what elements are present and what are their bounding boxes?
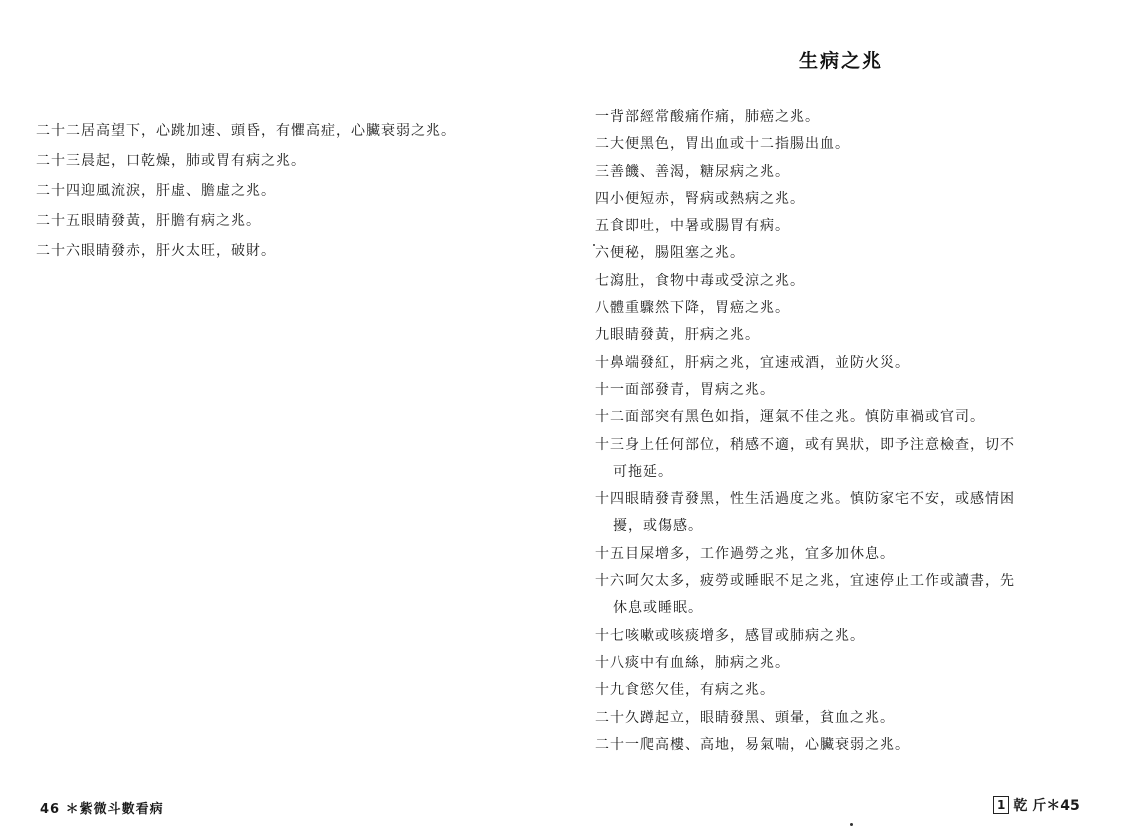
item-text: 九眼睛發黃，肝病之兆。 <box>595 327 760 344</box>
list-item <box>595 322 1103 349</box>
list-item <box>595 650 1103 677</box>
list-item <box>595 705 1103 732</box>
list-item <box>595 732 1103 759</box>
page-title: 生病之兆 <box>799 50 884 72</box>
left-page-footer: 46 ＊紫微斗數看病 <box>40 802 164 817</box>
list-item <box>595 404 1103 431</box>
item-text-continuation: 可拖延。 <box>613 463 673 480</box>
print-speck <box>593 244 595 246</box>
list-item <box>595 486 1103 541</box>
item-text: 七瀉肚，食物中毒或受涼之兆。 <box>595 272 805 289</box>
list-item: 二十五眼睛發黃，肝膽有病之兆。 <box>36 213 261 229</box>
list-item: 二十二居高望下，心跳加速、頭昏，有懼高症，心臟衰弱之兆。 <box>36 123 456 139</box>
item-text: 十一面部發青，胃病之兆。 <box>595 381 775 398</box>
list-item <box>595 350 1103 377</box>
item-text: 三善饑、善渴，糖尿病之兆。 <box>595 163 790 180</box>
right-symptom-list <box>595 104 1103 759</box>
item-text: 四小便短赤，腎病或熱病之兆。 <box>595 190 805 207</box>
item-text: 十八痰中有血絲，肺病之兆。 <box>595 654 790 671</box>
boxed-number: 1 <box>993 796 1009 814</box>
list-item <box>595 568 1103 623</box>
item-text: 一背部經常酸痛作痛，肺癌之兆。 <box>595 109 820 125</box>
item-text-continuation: 休息或睡眠。 <box>613 600 703 617</box>
list-item <box>595 623 1103 650</box>
item-text: 十三身上任何部位，稍感不適，或有異狀，即予注意檢查，切不 <box>595 436 1015 453</box>
item-text: 十七咳嗽或咳痰增多，感冒或肺病之兆。 <box>595 627 865 644</box>
list-item: 二十四迎風流淚，肝虛、膽虛之兆。 <box>36 183 276 199</box>
item-text: 八體重驟然下降，胃癌之兆。 <box>595 300 790 317</box>
list-item <box>595 159 1103 186</box>
list-item <box>595 541 1103 568</box>
list-item <box>595 131 1103 158</box>
list-item: 二十六眼睛發赤，肝火太旺，破財。 <box>36 243 276 259</box>
list-item <box>595 240 1103 267</box>
list-item <box>595 295 1103 322</box>
list-item <box>595 104 1103 131</box>
list-item: 二十三晨起，口乾燥，肺或胃有病之兆。 <box>36 153 306 169</box>
list-item <box>595 377 1103 404</box>
item-text: 五食即吐，中暑或腸胃有病。 <box>595 218 790 235</box>
item-text: 二十一爬高樓、高地，易氣喘，心臟衰弱之兆。 <box>595 736 910 753</box>
left-symptom-list <box>36 116 456 266</box>
footer-text: 乾 斤＊45 <box>1013 798 1080 814</box>
right-page <box>571 0 1142 833</box>
list-item <box>595 677 1103 704</box>
item-text: 六便秘，腸阻塞之兆。 <box>595 245 745 262</box>
print-speck <box>850 823 853 826</box>
item-text: 二十久蹲起立，眼睛發黑、頭暈，貧血之兆。 <box>595 709 895 726</box>
item-text: 十九食慾欠佳，有病之兆。 <box>595 682 775 699</box>
item-text: 十六呵欠太多，疲勞或睡眠不足之兆，宜速停止工作或讀書，先 <box>595 573 1015 590</box>
item-text-continuation: 擾，或傷感。 <box>613 518 703 535</box>
list-item <box>595 186 1103 213</box>
item-text: 二大便黑色，胃出血或十二指腸出血。 <box>595 136 850 153</box>
list-item <box>595 213 1103 240</box>
item-text: 十鼻端發紅，肝病之兆，宜速戒酒，並防火災。 <box>595 354 910 371</box>
list-item <box>595 268 1103 295</box>
item-text: 十四眼睛發青發黑，性生活過度之兆。慎防家宅不安，或感情困 <box>595 491 1015 508</box>
right-page-footer <box>993 795 1080 815</box>
item-text: 十二面部突有黑色如指，運氣不佳之兆。慎防車禍或官司。 <box>595 409 985 426</box>
item-text: 十五目屎增多，工作過勞之兆，宜多加休息。 <box>595 545 895 562</box>
list-item <box>595 432 1103 487</box>
